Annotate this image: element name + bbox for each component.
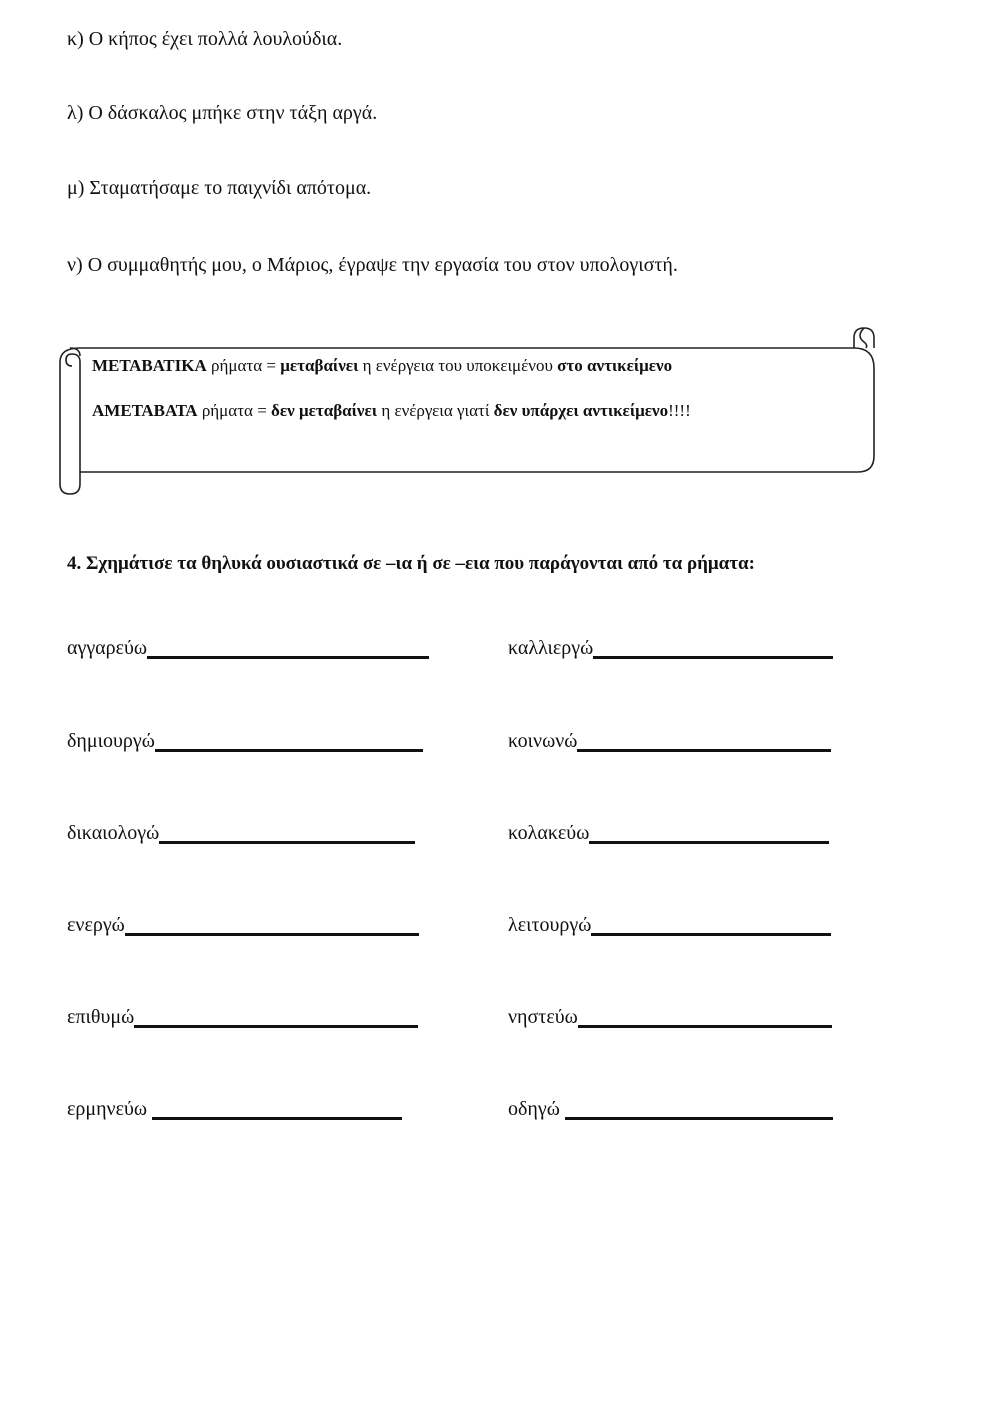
verb-label: καλλιεργώ xyxy=(508,637,594,659)
word-row-right-1 xyxy=(508,636,833,660)
answer-blank[interactable] xyxy=(152,1097,402,1120)
answer-blank[interactable] xyxy=(589,821,829,844)
word-row-left-1 xyxy=(67,636,429,660)
verb-label: νηστεύω xyxy=(508,1006,578,1028)
answer-blank[interactable] xyxy=(578,1005,832,1028)
word-row-left-2 xyxy=(67,729,423,753)
verb-label: κοινωνώ xyxy=(508,730,578,752)
transitive-text-2: μεταβαίνει xyxy=(280,356,359,375)
verb-label: λειτουργώ xyxy=(508,914,592,936)
verb-label: δικαιολογώ xyxy=(67,822,160,844)
exercise-4-title: 4. Σχημάτισε τα θηλυκά ουσιαστικά σε –ια ή σε –εια που παράγονται από τα ρήματα: xyxy=(67,553,755,574)
word-row-right-6 xyxy=(508,1097,833,1121)
verb-label: αγγαρεύω xyxy=(67,637,148,659)
answer-blank[interactable] xyxy=(565,1097,833,1120)
intransitive-text-3: η ενέργεια γιατί xyxy=(377,401,494,420)
verb-label: δημιουργώ xyxy=(67,730,155,752)
answer-blank[interactable] xyxy=(134,1005,418,1028)
verb-label: ερμηνεύω xyxy=(67,1098,153,1120)
intransitive-text-5: !!!! xyxy=(668,401,691,420)
definition-scroll xyxy=(56,326,880,498)
intransitive-text-4: δεν υπάρχει αντικείμενο xyxy=(493,401,669,420)
transitive-definition xyxy=(92,355,672,377)
intransitive-term: ΑΜΕΤΑΒΑΤΑ xyxy=(92,401,198,420)
verb-label: ενεργώ xyxy=(67,914,125,936)
word-row-right-4 xyxy=(508,913,831,937)
transitive-term: ΜΕΤΑΒΑΤΙΚΑ xyxy=(92,356,207,375)
sentence-m: μ) Σταματήσαμε το παιχνίδι απότομα. xyxy=(67,177,372,199)
transitive-text-4: στο αντικείμενο xyxy=(557,356,673,375)
answer-blank[interactable] xyxy=(591,913,831,936)
word-row-right-5 xyxy=(508,1005,832,1029)
intransitive-definition xyxy=(92,400,691,422)
word-row-right-3 xyxy=(508,821,829,845)
intransitive-text-2: δεν μεταβαίνει xyxy=(271,401,378,420)
sentence-k: κ) Ο κήπος έχει πολλά λουλούδια. xyxy=(67,28,343,50)
word-row-left-4 xyxy=(67,913,419,937)
answer-blank[interactable] xyxy=(593,636,833,659)
sentence-n: ν) Ο συμμαθητής μου, ο Μάριος, έγραψε την εργασία του στον υπολογιστή. xyxy=(67,254,678,276)
answer-blank[interactable] xyxy=(155,729,423,752)
verb-label: οδηγώ xyxy=(508,1098,565,1120)
word-row-left-5 xyxy=(67,1005,418,1029)
word-row-left-6 xyxy=(67,1097,402,1121)
transitive-text-3: η ενέργεια του υποκειμένου xyxy=(358,356,558,375)
transitive-text-1: ρήματα = xyxy=(206,356,281,375)
sentence-l: λ) Ο δάσκαλος μπήκε στην τάξη αργά. xyxy=(67,102,378,124)
answer-blank[interactable] xyxy=(159,821,415,844)
verb-label: επιθυμώ xyxy=(67,1006,135,1028)
answer-blank[interactable] xyxy=(577,729,831,752)
word-row-left-3 xyxy=(67,821,415,845)
intransitive-text-1: ρήματα = xyxy=(197,401,272,420)
answer-blank[interactable] xyxy=(147,636,429,659)
answer-blank[interactable] xyxy=(125,913,419,936)
verb-label: κολακεύω xyxy=(508,822,590,844)
word-row-right-2 xyxy=(508,729,831,753)
